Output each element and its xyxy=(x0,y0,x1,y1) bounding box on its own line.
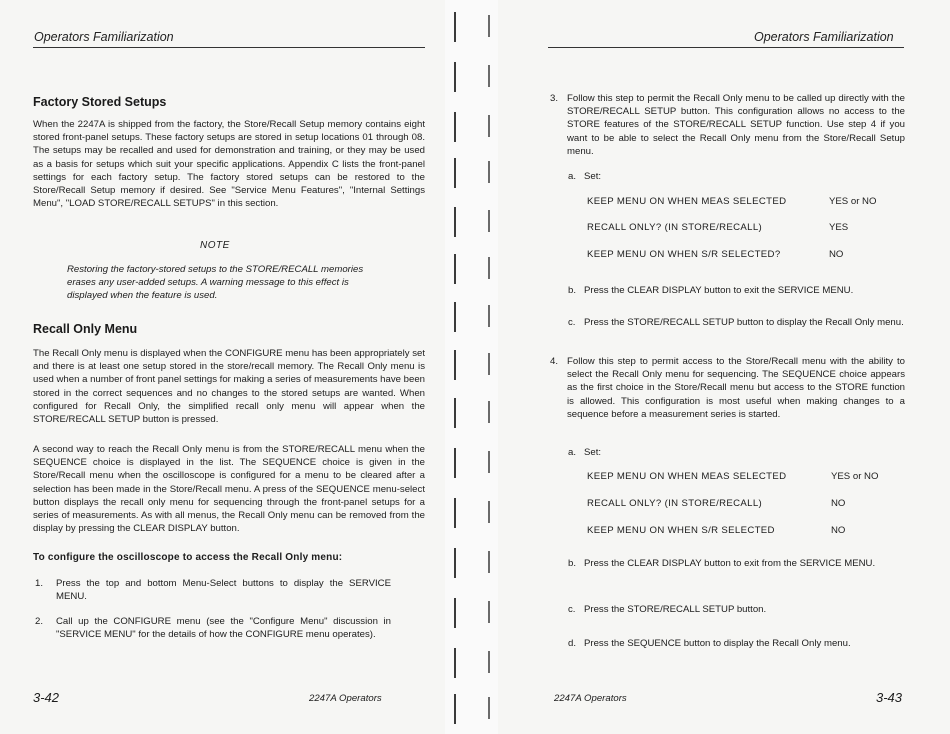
binding-ring xyxy=(454,62,490,92)
binding-ring xyxy=(454,158,490,188)
step-3c-label: c. xyxy=(568,317,576,328)
step-2-text: Call up the CONFIGURE menu (see the "Configure Menu" discussion in "SERVICE MENU" for the details of how the CONFIGURE menu operates). xyxy=(56,616,391,641)
step-1-text: Press the top and bottom Menu-Select buttons to display the SERVICE MENU. xyxy=(56,578,391,603)
setting-name: KEEP MENU ON WHEN S/R SELECTED xyxy=(587,525,775,536)
binding-ring xyxy=(454,207,490,237)
binding-ring xyxy=(454,350,490,380)
left-page-number: 3-42 xyxy=(33,690,60,705)
step-4d-text: Press the SEQUENCE button to display the Recall Only menu. xyxy=(584,638,851,649)
step-4-number: 4. xyxy=(550,356,559,367)
note-title: NOTE xyxy=(200,240,230,251)
procedure-heading: To configure the oscilloscope to access the Recall Only menu: xyxy=(33,552,343,563)
step-3b-label: b. xyxy=(568,285,577,296)
step-2-number: 2. xyxy=(35,616,44,627)
step-4a-text: Set: xyxy=(584,447,602,458)
setting-value: YES or NO xyxy=(831,471,879,482)
step-3b-text: Press the CLEAR DISPLAY button to exit the SERVICE MENU. xyxy=(584,285,854,296)
binding-ring xyxy=(454,598,490,628)
right-page xyxy=(498,0,950,734)
recall-only-paragraph-2: A second way to reach the Recall Only menu is from the STORE/RECALL menu when the SEQUENCE choice is displayed in the list. The SEQUENCE choice is given in the Store/Recall menu when the oscilloscope is configured for a menu to be cleared after a selection has been made in the Store/Recall menu. A press of the SEQUENCE menu-select button displays the recall only menu for sequencing through the front-panel setups for a series of measurements. As with all menus, the Recall Only menu can be removed from the display by pressing the CLEAR DISPLAY button. xyxy=(33,444,425,535)
step-4a-label: a. xyxy=(568,447,577,458)
setting-name: KEEP MENU ON WHEN MEAS SELECTED xyxy=(587,196,787,207)
step-4d-label: d. xyxy=(568,638,577,649)
note-body: Restoring the factory-stored setups to the STORE/RECALL memories erases any user-added setups. A warning message to this effect is displayed when the feature is used. xyxy=(67,264,364,302)
binding-ring xyxy=(454,302,490,332)
setting-name: KEEP MENU ON WHEN S/R SELECTED? xyxy=(587,249,781,260)
recall-only-paragraph-1: The Recall Only menu is displayed when the CONFIGURE menu has been appropriately set and there is at least one setup stored in the store/recall memory. The Recall Only menu is used when a number of front panel settings for making a series of measurements have been stored in the correct sequences and no changes to the stored setups are wanted. When configured for Recall Only, the simplified recall only menu will appear when the STORE/RECALL SETUP button is pressed. xyxy=(33,348,425,426)
right-running-header: Operators Familiarization xyxy=(754,30,894,44)
section-title-recall-only-menu: Recall Only Menu xyxy=(33,322,138,336)
factory-setups-paragraph: When the 2247A is shipped from the factory, the Store/Recall Setup memory contains eight stored front-panel setups. These factory setups are stored in setup locations 01 through 08. The setups may be recalled and used for demonstration and training, or they may be used as a basis for setups which suit your specific applications. Appendix C lists the front-panel settings for each factory setup. The factory stored setups can be restored to the Store/Recall Setup memory if desired. See "Service Menu Features", "Internal Settings Menu", "LOAD STORE/RECALL SETUPS" in this section. xyxy=(33,119,425,210)
binding-ring xyxy=(454,398,490,428)
section-title-factory-stored-setups: Factory Stored Setups xyxy=(33,95,167,109)
step-3-number: 3. xyxy=(550,93,559,104)
setting-name: KEEP MENU ON WHEN MEAS SELECTED xyxy=(587,471,787,482)
left-running-header: Operators Familiarization xyxy=(34,30,174,44)
step-4c-text: Press the STORE/RECALL SETUP button. xyxy=(584,604,767,615)
step-3-text: Follow this step to permit the Recall Only menu to be called up directly with the STORE/RECALL SETUP button. This configuration allows no access to the STORE features of the STORE/RECALL SETUP function. Use step 4 if you want to be able to select the Recall Only menu from the Store/Recall Setup menu. xyxy=(567,93,905,157)
binding-ring xyxy=(454,548,490,578)
binding-ring xyxy=(454,648,490,678)
setting-value: NO xyxy=(829,249,844,260)
step-3a-text: Set: xyxy=(584,171,602,182)
right-page-number: 3-43 xyxy=(876,690,903,705)
step-4b-label: b. xyxy=(568,558,577,569)
step-3c-text: Press the STORE/RECALL SETUP button to display the Recall Only menu. xyxy=(584,317,904,328)
right-footer-title: 2247A Operators xyxy=(554,693,627,704)
step-3a-label: a. xyxy=(568,171,577,182)
setting-name: RECALL ONLY? (IN STORE/RECALL) xyxy=(587,222,763,233)
binding-ring xyxy=(454,498,490,528)
step-4b-text: Press the CLEAR DISPLAY button to exit from the SERVICE MENU. xyxy=(584,558,876,569)
right-header-rule xyxy=(548,47,904,48)
binding-ring xyxy=(454,254,490,284)
left-footer-title: 2247A Operators xyxy=(309,693,382,704)
step-4-text: Follow this step to permit access to the Store/Recall menu with the ability to select the Recall Only menu for sequencing. The SEQUENCE choice appears as the first choice in the Store/Recall menu but access to the STORE function is allowed. This configuration is most useful when making changes to a sequence before a measurement series is started. xyxy=(567,356,905,420)
step-1-number: 1. xyxy=(35,578,44,589)
setting-value: YES xyxy=(829,222,849,233)
setting-name: RECALL ONLY? (IN STORE/RECALL) xyxy=(587,498,763,509)
binding-ring xyxy=(454,12,490,42)
setting-value: NO xyxy=(831,525,846,536)
binding-ring xyxy=(454,112,490,142)
setting-value: YES or NO xyxy=(829,196,877,207)
spiral-binding xyxy=(445,0,498,734)
binding-ring xyxy=(454,448,490,478)
step-4c-label: c. xyxy=(568,604,576,615)
left-header-rule xyxy=(33,47,425,48)
left-page xyxy=(0,0,445,734)
setting-value: NO xyxy=(831,498,846,509)
binding-ring xyxy=(454,694,490,724)
